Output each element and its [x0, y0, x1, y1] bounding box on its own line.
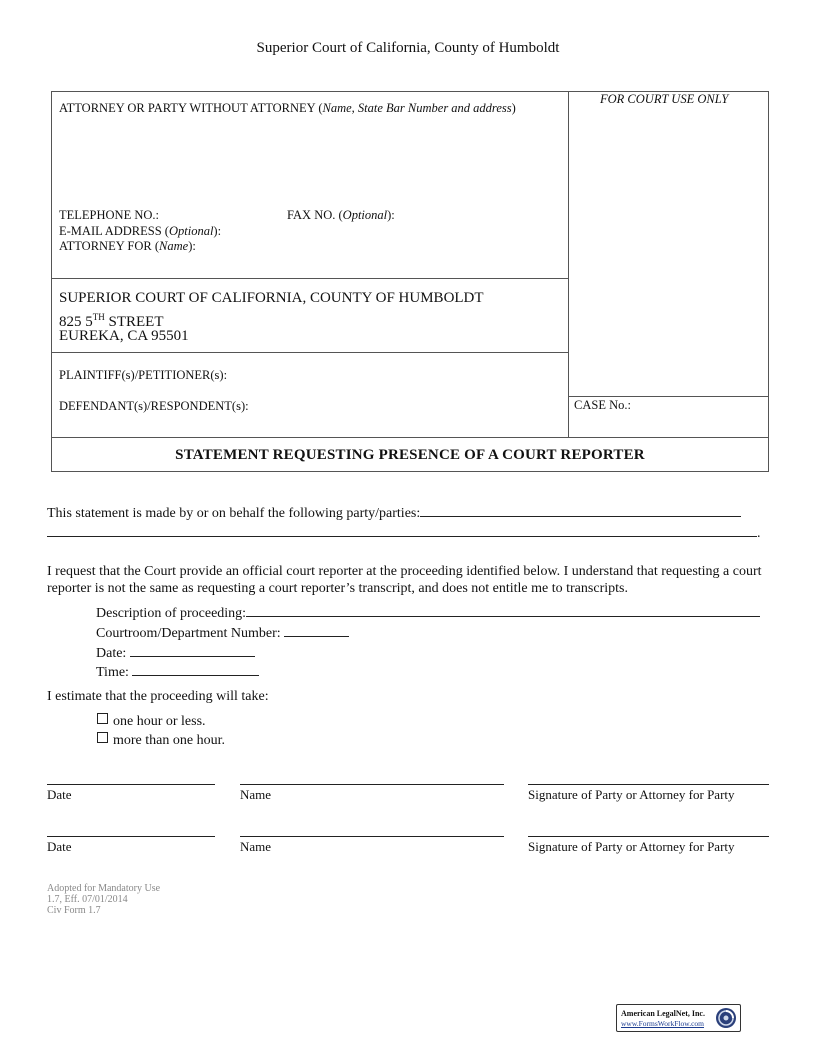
- case-number-label: CASE No.:: [574, 398, 631, 412]
- caption-rule: [568, 396, 769, 397]
- option-one-hour: one hour or less.: [97, 713, 206, 730]
- request-paragraph: I request that the Court provide an official court reporter at the proceeding identified below. I understand that requesting a court reporter is not the same as requesting a court reporter’s transcript, and does not entitle me to transcripts.: [47, 564, 762, 596]
- logo-url[interactable]: www.FormsWorkFlow.com: [621, 1019, 705, 1028]
- footer-line: 1.7, Eff. 07/01/2014: [47, 894, 128, 905]
- form-title: STATEMENT REQUESTING PRESENCE OF A COURT REPORTER: [175, 447, 645, 463]
- description-field[interactable]: [246, 604, 760, 617]
- court-street: 825 5TH STREET: [59, 312, 164, 330]
- statement-line: This statement is made by or on behalf the following party/parties:: [47, 504, 741, 522]
- footer-line: Adopted for Mandatory Use: [47, 883, 161, 894]
- date-row: Date:: [96, 644, 255, 662]
- caption-divider: [568, 92, 569, 437]
- date-signature-line[interactable]: [47, 836, 215, 837]
- date-label: Date: [47, 787, 72, 802]
- name-label: Name: [240, 787, 272, 802]
- statement-continuation: .: [47, 524, 761, 542]
- publisher-logo[interactable]: [616, 1004, 741, 1032]
- party-signature-line[interactable]: [528, 784, 769, 785]
- attorney-for-label: ATTORNEY FOR (Name):: [59, 239, 196, 253]
- one-hour-checkbox[interactable]: [97, 713, 108, 724]
- telephone-label: TELEPHONE NO.:: [59, 208, 159, 222]
- option-more-than-hour: more than one hour.: [97, 732, 225, 749]
- proceeding-time-field[interactable]: [132, 663, 259, 676]
- estimate-label: I estimate that the proceeding will take:: [47, 689, 269, 704]
- logo-name: American LegalNet, Inc.: [621, 1009, 705, 1018]
- court-city: EUREKA, CA 95501: [59, 328, 189, 344]
- caption-rule: [52, 352, 568, 353]
- courtroom-field[interactable]: [284, 624, 349, 637]
- date-signature-line[interactable]: [47, 784, 215, 785]
- court-name: SUPERIOR COURT OF CALIFORNIA, COUNTY OF HUMBOLDT: [59, 290, 484, 306]
- footer-note: [47, 883, 160, 916]
- proceeding-date-field[interactable]: [130, 644, 255, 657]
- name-signature-line[interactable]: [240, 784, 504, 785]
- attorney-label: ATTORNEY OR PARTY WITHOUT ATTORNEY (Name, State Bar Number and address): [59, 101, 516, 115]
- fax-label: FAX NO. (Optional):: [287, 208, 395, 222]
- footer-line: Civ Form 1.7: [47, 905, 101, 916]
- name-label: Name: [240, 839, 272, 854]
- party-signature-line[interactable]: [528, 836, 769, 837]
- courtroom-row: Courtroom/Department Number:: [96, 624, 349, 642]
- name-signature-line[interactable]: [240, 836, 504, 837]
- party-field-continuation[interactable]: [47, 524, 757, 537]
- caption-box: [51, 91, 769, 472]
- date-label: Date: [47, 839, 72, 854]
- caption-rule: [52, 278, 568, 279]
- description-row: Description of proceeding:: [96, 604, 760, 622]
- email-label: E-MAIL ADDRESS (Optional):: [59, 224, 222, 238]
- plaintiff-label: PLAINTIFF(s)/PETITIONER(s):: [59, 368, 228, 382]
- signature-label: Signature of Party or Attorney for Party: [528, 839, 735, 854]
- more-than-hour-checkbox[interactable]: [97, 732, 108, 743]
- signature-label: Signature of Party or Attorney for Party: [528, 787, 735, 802]
- party-field[interactable]: [420, 504, 741, 517]
- page-header: Superior Court of California, County of Humboldt: [256, 40, 560, 56]
- time-row: Time:: [96, 663, 259, 681]
- court-use-label: FOR COURT USE ONLY: [600, 92, 729, 106]
- defendant-label: DEFENDANT(s)/RESPONDENT(s):: [59, 399, 249, 413]
- globe-icon: [715, 1007, 737, 1029]
